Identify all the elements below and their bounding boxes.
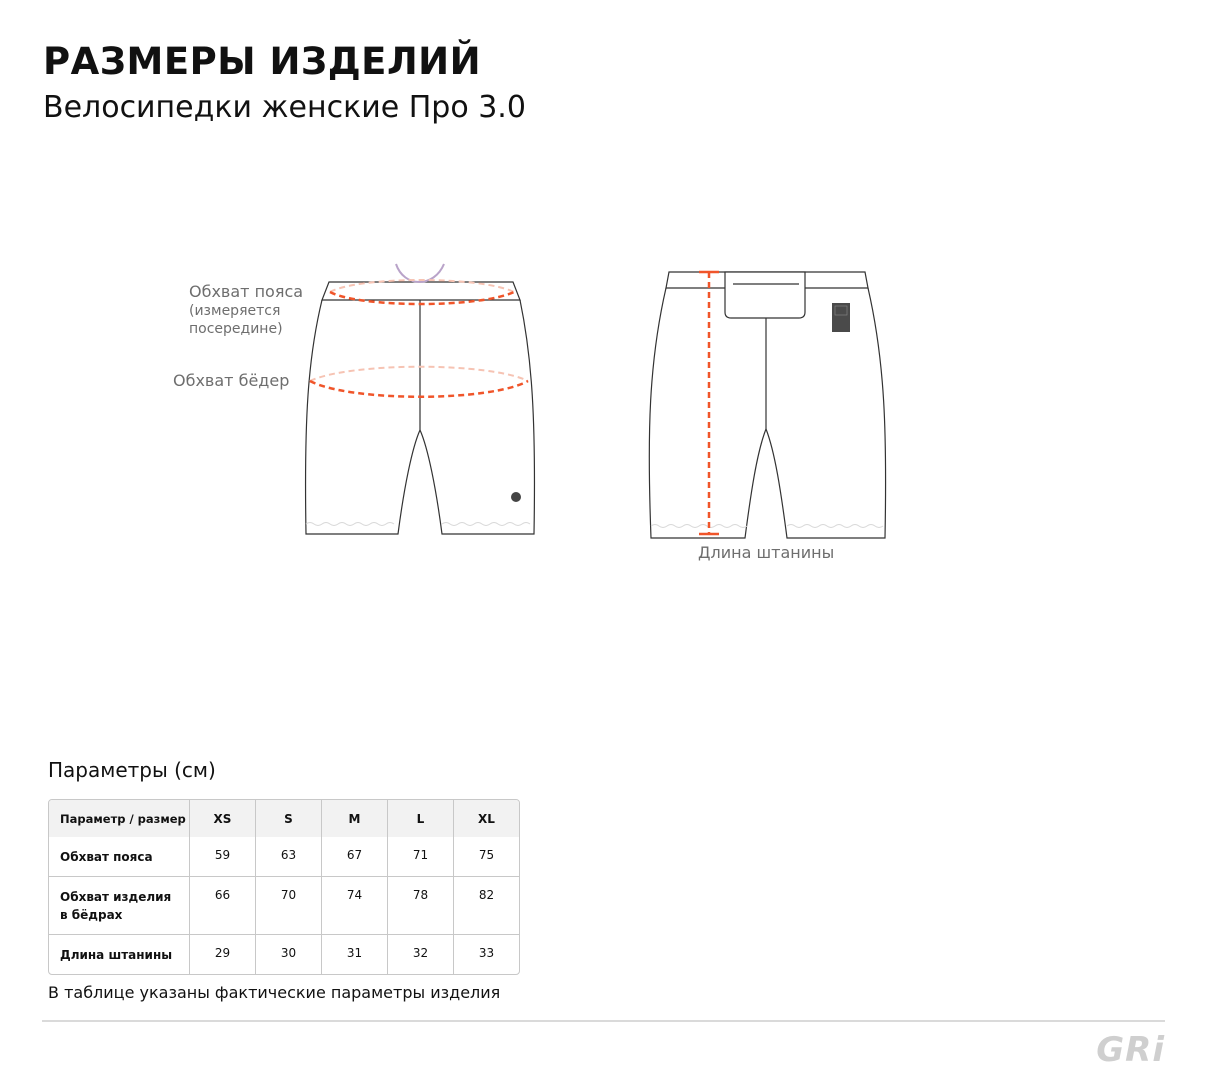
cell-value: 78 xyxy=(388,877,454,935)
shorts-front-illustration xyxy=(300,258,540,540)
leg-length-measure xyxy=(699,272,719,534)
hip-measure-back xyxy=(310,367,528,381)
page-title: РАЗМЕРЫ ИЗДЕЛИЙ xyxy=(43,40,482,83)
cell-value: 67 xyxy=(322,837,388,877)
brand-logo: GRi xyxy=(1096,1030,1165,1070)
waist-measure-front xyxy=(330,292,514,304)
hem-stitch-back xyxy=(651,525,883,528)
cell-value: 29 xyxy=(190,935,256,974)
row-label-leg-length: Длина штанины xyxy=(49,935,190,974)
table-row xyxy=(49,935,519,974)
label-leg-length: Длина штанины xyxy=(698,543,835,562)
cell-value: 63 xyxy=(256,837,322,877)
size-table xyxy=(48,799,520,975)
col-header-m: M xyxy=(322,800,388,837)
label-hips: Обхват бёдер xyxy=(173,371,290,390)
logo-dot-icon xyxy=(511,492,521,502)
cell-value: 30 xyxy=(256,935,322,974)
label-waist-note-1: (измеряется xyxy=(189,303,281,319)
cell-value: 71 xyxy=(388,837,454,877)
table-row xyxy=(49,877,519,935)
cell-value: 32 xyxy=(388,935,454,974)
table-title: Параметры (см) xyxy=(48,758,216,782)
col-header-l: L xyxy=(388,800,454,837)
cell-value: 74 xyxy=(322,877,388,935)
shorts-back-illustration xyxy=(645,262,890,542)
cell-value: 33 xyxy=(478,946,495,960)
col-header-xs: XS xyxy=(190,800,256,837)
page-subtitle: Велосипедки женские Про 3.0 xyxy=(43,90,526,125)
cell-value: 70 xyxy=(256,877,322,935)
cell-value: 75 xyxy=(454,837,519,877)
table-note: В таблице указаны фактические параметры изделия xyxy=(48,983,501,1002)
cell-value: 59 xyxy=(190,837,256,877)
back-pocket xyxy=(725,272,805,318)
table-header-row xyxy=(49,800,519,837)
cell-value: 82 xyxy=(454,877,519,935)
cell-value: 31 xyxy=(322,935,388,974)
col-header-parameter: Параметр / размер xyxy=(49,800,190,837)
label-waist: Обхват пояса xyxy=(189,282,304,301)
hem-stitch xyxy=(306,523,530,526)
table-row xyxy=(49,837,519,877)
row-label-waist: Обхват пояса xyxy=(49,837,190,877)
label-waist-note-2: посередине) xyxy=(189,321,283,337)
col-header-xl: XL xyxy=(454,800,519,837)
footer-divider xyxy=(42,1020,1165,1022)
hip-measure-front xyxy=(310,381,528,397)
cell-value: 66 xyxy=(190,877,256,935)
row-label-hips: Обхват изделия в бёдрах xyxy=(49,877,190,935)
col-header-s: S xyxy=(256,800,322,837)
